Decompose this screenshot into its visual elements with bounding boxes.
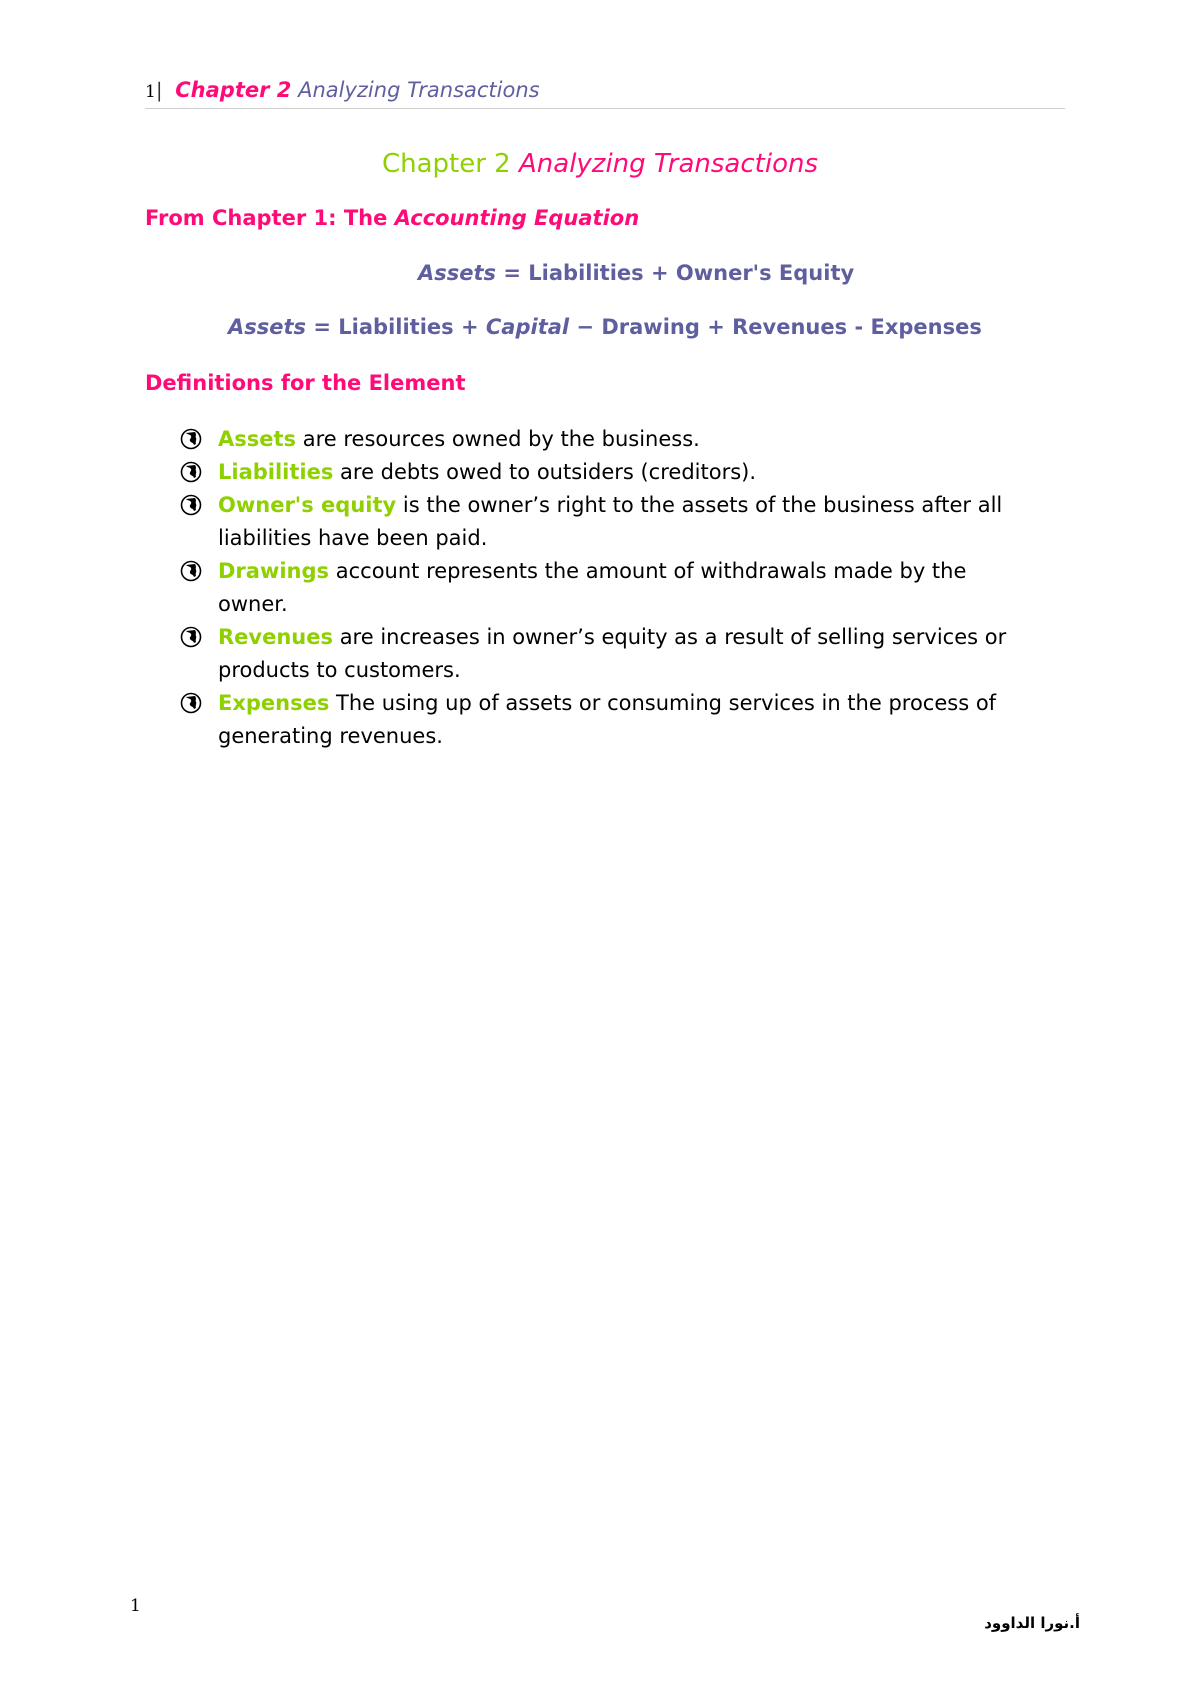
eq2-revenues: Revenues <box>732 315 848 339</box>
eq2-equals: = <box>313 315 331 339</box>
eq2-minus1: − <box>576 315 595 339</box>
footer-page-number: 1 <box>130 1596 141 1616</box>
globe-icon <box>180 461 202 483</box>
section1-the: The <box>343 206 388 230</box>
definition-term: Owner's equity <box>218 493 397 517</box>
eq1-plus: + <box>650 261 669 285</box>
eq1-liabilities: Liabilities <box>528 261 644 285</box>
header-page-number: 1 <box>145 82 156 102</box>
definition-term: Liabilities <box>218 460 334 484</box>
section1-lead: From Chapter 1: <box>145 206 337 230</box>
definition-text: are increases in owner’s equity as a result of selling services or products to customers. <box>218 625 1007 682</box>
section-heading-definitions <box>145 368 466 398</box>
eq1-equals: = <box>503 261 521 285</box>
definition-text: are debts owed to outsiders (creditors). <box>340 460 757 484</box>
list-item <box>178 555 1078 621</box>
globe-icon <box>180 692 202 714</box>
globe-icon <box>180 428 202 450</box>
definition-term: Revenues <box>218 625 333 649</box>
eq2-plus2: + <box>707 315 725 339</box>
eq2-liabilities: Liabilities <box>338 315 454 339</box>
definition-text: The using up of assets or consuming services in the process of generating revenues. <box>218 691 997 748</box>
running-header <box>145 76 1065 109</box>
eq1-owners-equity: Owner's Equity <box>675 261 855 285</box>
definitions-list <box>178 423 1078 753</box>
page-title <box>0 146 1200 182</box>
header-chapter: Chapter 2 <box>175 78 292 102</box>
globe-icon <box>180 560 202 582</box>
definition-term: Expenses <box>218 691 330 715</box>
eq2-minus2: - <box>854 315 864 339</box>
section-heading-accounting-equation <box>145 203 639 233</box>
eq1-assets: Assets <box>418 261 497 285</box>
title-subtitle: Analyzing Transactions <box>519 149 819 179</box>
list-item <box>178 687 1078 753</box>
eq2-expenses: Expenses <box>870 315 982 339</box>
accounting-equation-expanded <box>0 312 1200 342</box>
definition-text: is the owner’s right to the assets of the business after all liabilities have been paid. <box>218 493 1003 550</box>
header-subtitle: Analyzing Transactions <box>298 78 540 102</box>
accounting-equation-basic <box>0 258 1200 288</box>
list-item <box>178 456 1078 489</box>
section2-heading: Definitions for the Element <box>145 371 466 395</box>
header-separator: | <box>155 78 163 102</box>
eq2-capital: Capital <box>485 315 570 339</box>
eq2-assets: Assets <box>228 315 307 339</box>
section1-equation: Equation <box>534 206 640 230</box>
list-item <box>178 423 1078 456</box>
list-item <box>178 489 1078 555</box>
definition-text: account represents the amount of withdrawals made by the owner. <box>218 559 967 616</box>
eq2-drawing: Drawing <box>601 315 700 339</box>
definition-term: Drawings <box>218 559 330 583</box>
globe-icon <box>180 494 202 516</box>
globe-icon <box>180 626 202 648</box>
definition-term: Assets <box>218 427 297 451</box>
title-chapter: Chapter 2 <box>381 149 511 179</box>
section1-accounting: Accounting <box>394 206 527 230</box>
footer-author: أ.نورا الداوود <box>984 1614 1080 1632</box>
definition-text: are resources owned by the business. <box>302 427 700 451</box>
list-item <box>178 621 1078 687</box>
eq2-plus1: + <box>460 315 479 339</box>
